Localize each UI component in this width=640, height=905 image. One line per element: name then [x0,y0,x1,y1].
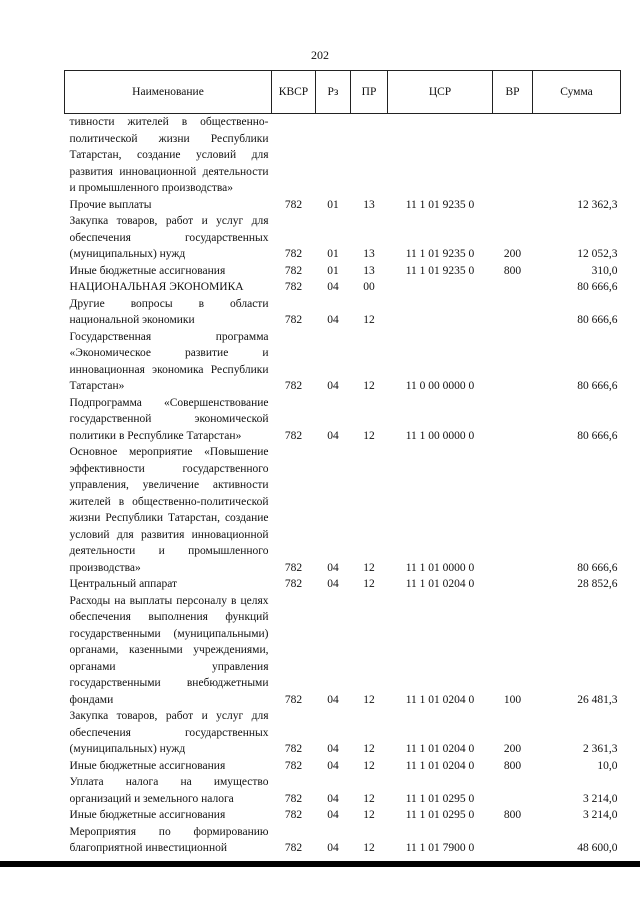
cell-sum: 80 666,6 [577,281,618,293]
cell-vr [493,444,533,576]
cell-vr: 100 [503,693,522,706]
cell-name: НАЦИОНАЛЬНАЯ ЭКОНОМИКА [69,281,244,293]
cell-csr: 11 1 01 0295 0 [405,809,475,821]
cell-rz: 01 [327,264,339,277]
cell-kvsr: 782 [284,743,303,755]
cell-kvsr: 782 [284,248,303,260]
cell-rz: 04 [327,792,339,805]
cell-sum [533,114,621,197]
header-pr: ПР [351,71,388,114]
cell-kvsr: 782 [284,281,303,293]
table-row [65,807,621,824]
cell-sum: 26 481,3 [577,693,618,706]
cell-pr: 12 [363,578,375,590]
cell-rz: 04 [327,561,339,574]
table-row [65,114,621,197]
cell-sum: 80 666,6 [577,314,618,326]
table-row [65,329,621,395]
cell-sum: 28 852,6 [577,578,618,590]
cell-csr: 11 1 01 0295 0 [405,792,475,805]
budget-table [64,70,621,857]
cell-sum: 3 214,0 [583,809,618,821]
cell-sum: 80 666,6 [577,561,618,574]
cell-csr: 11 1 01 0204 0 [405,743,475,755]
cell-kvsr: 782 [284,578,303,590]
cell-name: Государственная программа «Экономическое развитие и инновационная экономика Республики Татарстан» [69,330,269,392]
table-row [65,197,621,214]
table-row [65,758,621,775]
table-row [65,395,621,445]
cell-csr [388,114,493,197]
cell-sum: 80 666,6 [577,380,618,392]
cell-sum: 3 214,0 [583,792,618,805]
cell-pr: 12 [363,693,375,706]
cell-name: Мероприятия по формированию благоприятной инвестиционной [69,825,269,854]
cell-vr: 800 [503,759,522,772]
cell-pr: 00 [363,281,375,293]
table-body [65,114,621,857]
cell-rz: 04 [327,578,339,590]
cell-vr: 200 [503,743,522,755]
cell-rz: 04 [327,809,339,821]
header-kvsr: КВСР [272,71,316,114]
cell-rz: 04 [327,759,339,772]
cell-vr [493,329,533,395]
header-csr: ЦСР [388,71,493,114]
cell-kvsr: 782 [284,198,303,211]
cell-name: Закупка товаров, работ и услуг для обеспечения государственных (муниципальных) нужд [69,215,269,260]
cell-sum: 48 600,0 [577,842,618,854]
cell-sum: 310,0 [591,264,618,277]
cell-sum: 80 666,6 [577,429,618,442]
cell-kvsr: 782 [284,842,303,854]
table-row [65,774,621,807]
cell-vr [493,114,533,197]
table-row [65,279,621,296]
header-row [65,71,621,114]
cell-kvsr: 782 [284,314,303,326]
cell-kvsr [272,114,316,197]
cell-rz: 04 [327,842,339,854]
cell-csr [388,296,493,329]
cell-pr [351,114,388,197]
cell-sum: 10,0 [597,759,618,772]
cell-csr: 11 1 01 9235 0 [405,248,475,260]
cell-pr: 12 [363,561,375,574]
cell-name: Иные бюджетные ассигнования [69,809,226,821]
table-row [65,296,621,329]
cell-kvsr: 782 [284,264,303,277]
table-row [65,444,621,576]
cell-vr [493,824,533,857]
cell-kvsr: 782 [284,792,303,805]
table-row [65,263,621,280]
cell-rz: 04 [327,314,339,326]
cell-csr: 11 1 01 0204 0 [405,578,475,590]
cell-kvsr: 782 [284,380,303,392]
cell-name: Подпрограмма «Совершенствование государственной экономической политики в Республике Татарстан» [69,396,269,442]
cell-vr [493,296,533,329]
cell-kvsr: 782 [284,809,303,821]
table-row [65,708,621,758]
cell-name: Центральный аппарат [69,578,178,590]
cell-rz: 04 [327,380,339,392]
cell-name: Закупка товаров, работ и услуг для обеспечения государственных (муниципальных) нужд [69,710,269,755]
cell-pr: 12 [363,759,375,772]
header-name: Наименование [65,71,272,114]
cell-sum: 12 362,3 [577,198,618,211]
cell-rz: 01 [327,198,339,211]
page-number: 202 [311,48,329,62]
table-row [65,576,621,593]
cell-pr: 12 [363,842,375,854]
cell-csr [388,279,493,296]
cell-name: Основное мероприятие «Повышение эффективности государственного управления, увеличение активности жителей в общественно-политической жизни Республики Татарстан, создание условий для развития инновационной деятельности и промышленного производства» [69,446,269,574]
cell-pr: 12 [363,429,375,442]
header-sum: Сумма [533,71,621,114]
cell-vr [493,395,533,445]
cell-vr: 800 [503,809,522,821]
header-rz: Рз [316,71,351,114]
cell-rz: 04 [327,281,339,293]
cell-kvsr: 782 [284,561,303,574]
cell-name: Другие вопросы в области национальной экономики [69,297,269,326]
cell-rz: 04 [327,743,339,755]
cell-name: Прочие выплаты [69,198,152,211]
cell-name: Иные бюджетные ассигнования [69,264,226,277]
cell-name: Иные бюджетные ассигнования [69,759,226,772]
cell-csr: 11 0 00 0000 0 [405,380,475,392]
cell-csr: 11 1 01 7900 0 [405,842,475,854]
cell-kvsr: 782 [284,759,303,772]
cell-kvsr: 782 [284,693,303,706]
cell-csr: 11 1 01 9235 0 [405,198,475,211]
cell-csr: 11 1 01 9235 0 [405,264,475,277]
cell-vr: 800 [503,264,522,277]
cell-name: Расходы на выплаты персоналу в целях обеспечения выполнения функций государственными (муниципальными) органами, казенными учреждениями, органами управления государственными внебюджетными фондами [69,594,269,706]
cell-vr [493,279,533,296]
table-row [65,824,621,857]
cell-pr: 12 [363,792,375,805]
cell-rz: 04 [327,693,339,706]
cell-name: Уплата налога на имущество организаций и земельного налога [69,776,269,805]
cell-csr: 11 1 00 0000 0 [405,429,475,442]
table-row [65,593,621,709]
cell-pr: 12 [363,380,375,392]
cell-vr [493,197,533,214]
cell-vr: 200 [503,248,522,260]
cell-pr: 12 [363,743,375,755]
cell-name: тивности жителей в общественно-политической жизни Республики Татарстан, создание условий для развития инновационной деятельности и промышленного производства» [69,116,269,194]
bottom-rule [0,861,640,867]
cell-pr: 12 [363,314,375,326]
cell-rz: 01 [327,248,339,260]
cell-vr [493,774,533,807]
cell-sum: 2 361,3 [583,743,618,755]
cell-pr: 13 [363,198,375,211]
table-row [65,213,621,263]
cell-csr: 11 1 01 0204 0 [405,759,475,772]
cell-csr: 11 1 01 0000 0 [405,561,475,574]
header-vr: ВР [493,71,533,114]
cell-vr [493,576,533,593]
cell-sum: 12 052,3 [577,248,618,260]
cell-kvsr: 782 [284,429,303,442]
cell-csr: 11 1 01 0204 0 [405,693,475,706]
cell-pr: 12 [363,809,375,821]
cell-pr: 13 [363,248,375,260]
cell-pr: 13 [363,264,375,277]
cell-rz: 04 [327,429,339,442]
cell-rz [316,114,351,197]
